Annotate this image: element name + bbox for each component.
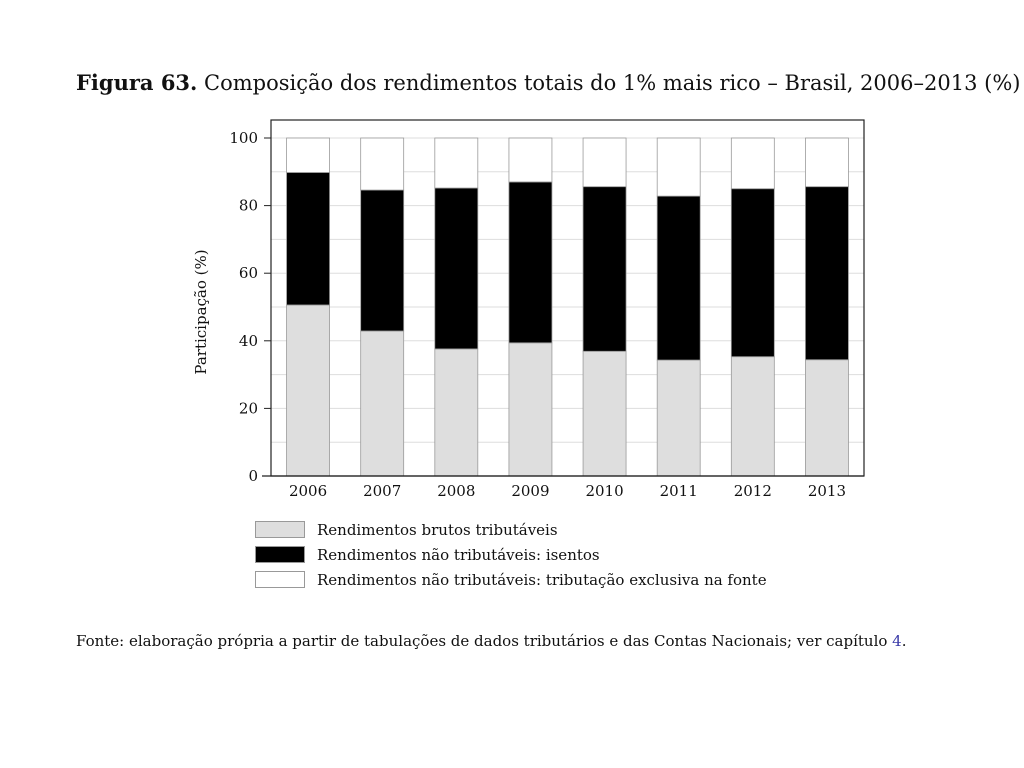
source-end: . [901,632,907,650]
y-axis-label: Participação (%) [192,249,210,375]
bar-segment-series3 [731,138,774,189]
bar-segment-series2 [435,188,478,349]
bar-segment-series2 [805,187,848,360]
legend-label: Rendimentos não tributáveis: isentos [317,545,600,564]
bar-segment-series3 [435,138,478,188]
bar-segment-series3 [805,138,848,187]
bar-segment-series3 [287,138,330,172]
x-tick-label: 2007 [363,482,402,500]
source-note [76,632,907,650]
y-tick-label: 60 [238,264,258,283]
gridlines [271,138,864,442]
bar-segment-series3 [657,138,700,196]
y-tick-label: 40 [238,331,258,350]
x-tick-label: 2008 [437,482,476,500]
y-tick-label: 0 [248,467,258,485]
bar-segment-series1 [509,343,552,476]
bar-segment-series2 [583,187,626,352]
legend-swatch-series2 [255,546,305,563]
bar-segment-series3 [509,138,552,182]
bar-segment-series2 [509,182,552,343]
y-tick-label: 20 [238,399,258,418]
bar-segment-series2 [361,190,404,331]
plot-frame [271,120,864,476]
legend-item [255,567,767,592]
y-tick-label: 80 [238,196,258,215]
x-tick-label: 2009 [511,482,550,500]
bar-segment-series2 [287,172,330,304]
bar-segment-series1 [731,357,774,476]
x-tick-label: 2013 [807,482,847,500]
bar-segment-series2 [657,196,700,360]
legend-label: Rendimentos não tributáveis: tributação exclusiva na fonte [317,570,767,589]
x-tick-label: 2011 [659,482,698,500]
chapter-link[interactable]: 4 [892,632,902,650]
bar-segment-series1 [805,360,848,476]
x-tick-label: 2006 [288,482,328,500]
legend [255,517,767,592]
figure-label: Figura 63. [76,70,198,95]
bar-segment-series1 [583,351,626,476]
y-tick-label: 100 [229,129,258,147]
legend-swatch-series3 [255,571,305,588]
x-tick-label: 2010 [585,482,624,500]
legend-item [255,542,767,567]
bar-segment-series1 [435,349,478,476]
bar-segment-series1 [287,305,330,476]
x-tick-label: 2012 [733,482,772,500]
source-text: Fonte: elaboração própria a partir de tabulações de dados tributários e das Contas Nacionais; ver capítulo [76,632,893,650]
legend-label: Rendimentos brutos tributáveis [317,520,558,539]
legend-swatch-series1 [255,521,305,538]
figure-title: Composição dos rendimentos totais do 1% mais rico – Brasil, 2006–2013 (%) [204,71,1021,95]
bar-segment-series1 [657,360,700,476]
bar-segment-series1 [361,331,404,476]
legend-item [255,517,767,542]
bar-segment-series3 [583,138,626,187]
bar-segment-series3 [361,138,404,190]
bar-segment-series2 [731,189,774,357]
